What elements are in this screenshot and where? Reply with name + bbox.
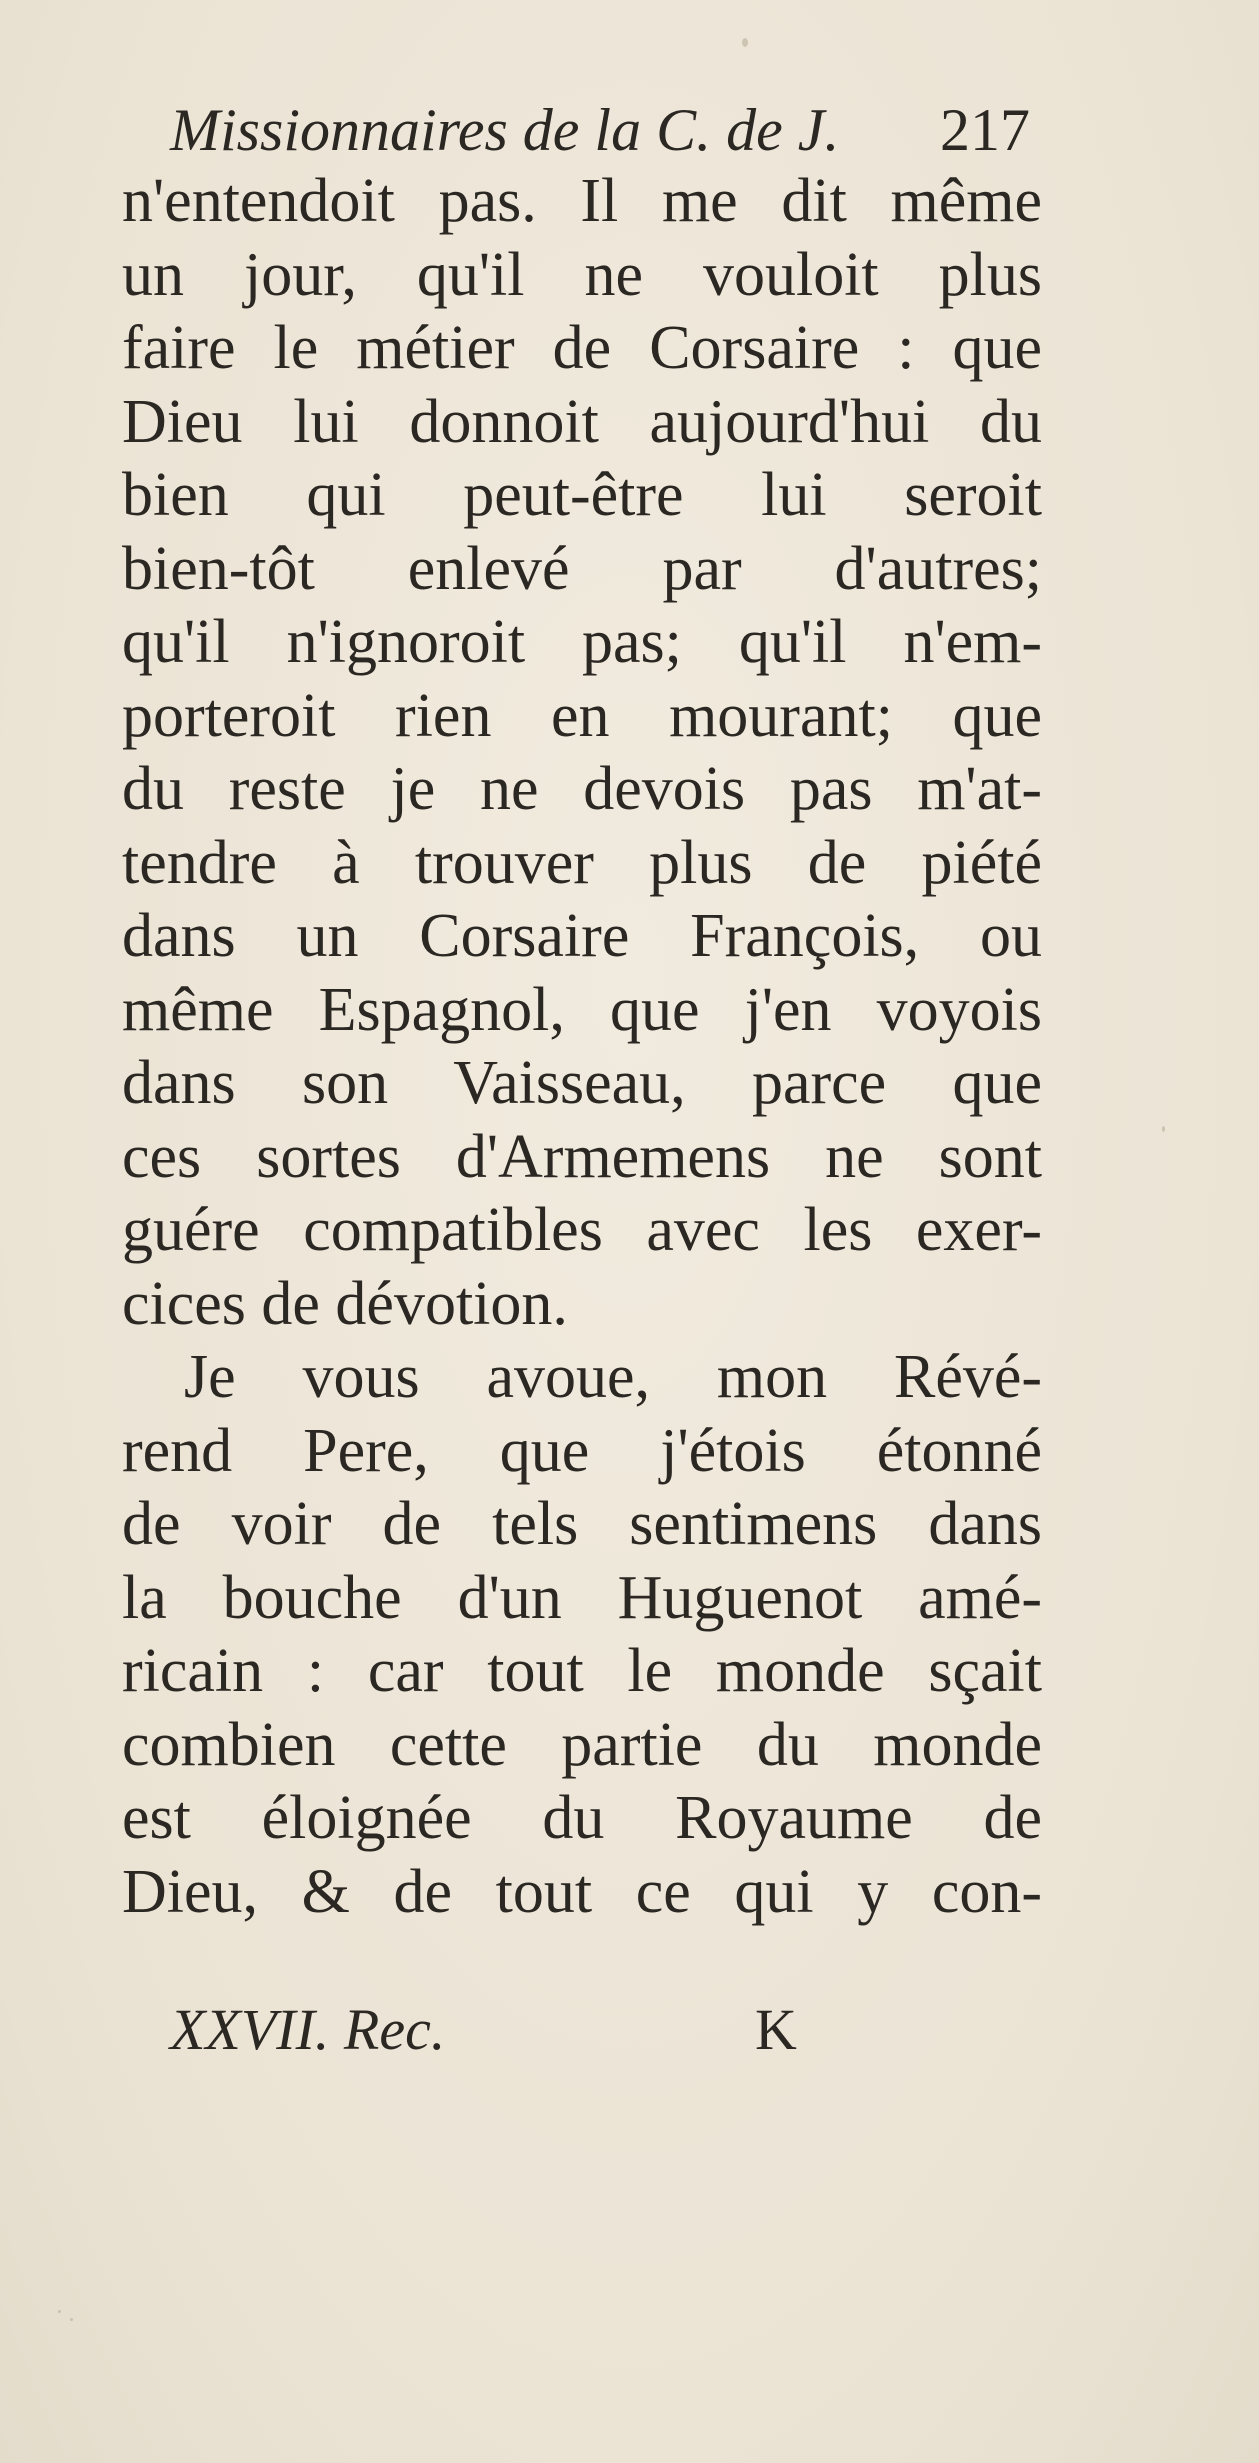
- signature-mark: K: [755, 1997, 797, 2062]
- paper-speck: [742, 38, 748, 47]
- text-line: combien cette partie du monde: [122, 1710, 1042, 1779]
- signature-line: XXVII. Rec.: [170, 1997, 446, 2062]
- text-line: du reste je ne devois pas m'at-: [122, 755, 1042, 823]
- running-head: Missionnaires de la C. de J.: [170, 97, 840, 163]
- paper-speck: [58, 2310, 61, 2313]
- paper-speck: [1162, 1126, 1165, 1132]
- text-line: dans son Vaisseau, parce que: [122, 1049, 1042, 1117]
- text-line: bien qui peut-être lui seroit: [122, 461, 1042, 529]
- paper-speck: [70, 2318, 73, 2321]
- text-line: ces sortes d'Armemens ne sont: [122, 1122, 1042, 1191]
- text-line: dans un Corsaire François, ou: [122, 902, 1042, 970]
- text-line: tendre à trouver plus de piété: [122, 828, 1042, 897]
- text-line: guére compatibles avec les exer-: [122, 1196, 1042, 1264]
- text-line: qu'il n'ignoroit pas; qu'il n'em-: [122, 608, 1042, 676]
- text-line: même Espagnol, que j'en voyois: [122, 975, 1042, 1044]
- page-footer: [170, 1995, 970, 2065]
- text-line: un jour, qu'il ne vouloit plus: [122, 240, 1042, 309]
- page-header: [170, 95, 1030, 165]
- text-line: Dieu lui donnoit aujourd'hui du: [122, 387, 1042, 456]
- paragraph-last-line: cices de dévotion.: [122, 1269, 568, 1338]
- text-line: rend Pere, que j'étois étonné: [122, 1416, 1042, 1485]
- text-line: ricain : car tout le monde sçait: [122, 1637, 1042, 1705]
- text-line: de voir de tels sentimens dans: [122, 1490, 1042, 1558]
- text-line: porteroit rien en mourant; que: [122, 681, 1042, 750]
- text-line: faire le métier de Corsaire : que: [122, 314, 1042, 382]
- text-line: est éloignée du Royaume de: [122, 1784, 1042, 1852]
- text-line: bien-tôt enlevé par d'autres;: [122, 534, 1042, 603]
- body-text: [122, 165, 1042, 1929]
- text-line: Dieu, & de tout ce qui y con-: [122, 1857, 1042, 1926]
- text-line: la bouche d'un Huguenot amé-: [122, 1563, 1042, 1632]
- text-line: n'entendoit pas. Il me dit même: [122, 167, 1042, 235]
- page-number: 217: [940, 97, 1030, 163]
- paragraph-first-line: Je vous avoue, mon Révé-: [184, 1343, 1042, 1411]
